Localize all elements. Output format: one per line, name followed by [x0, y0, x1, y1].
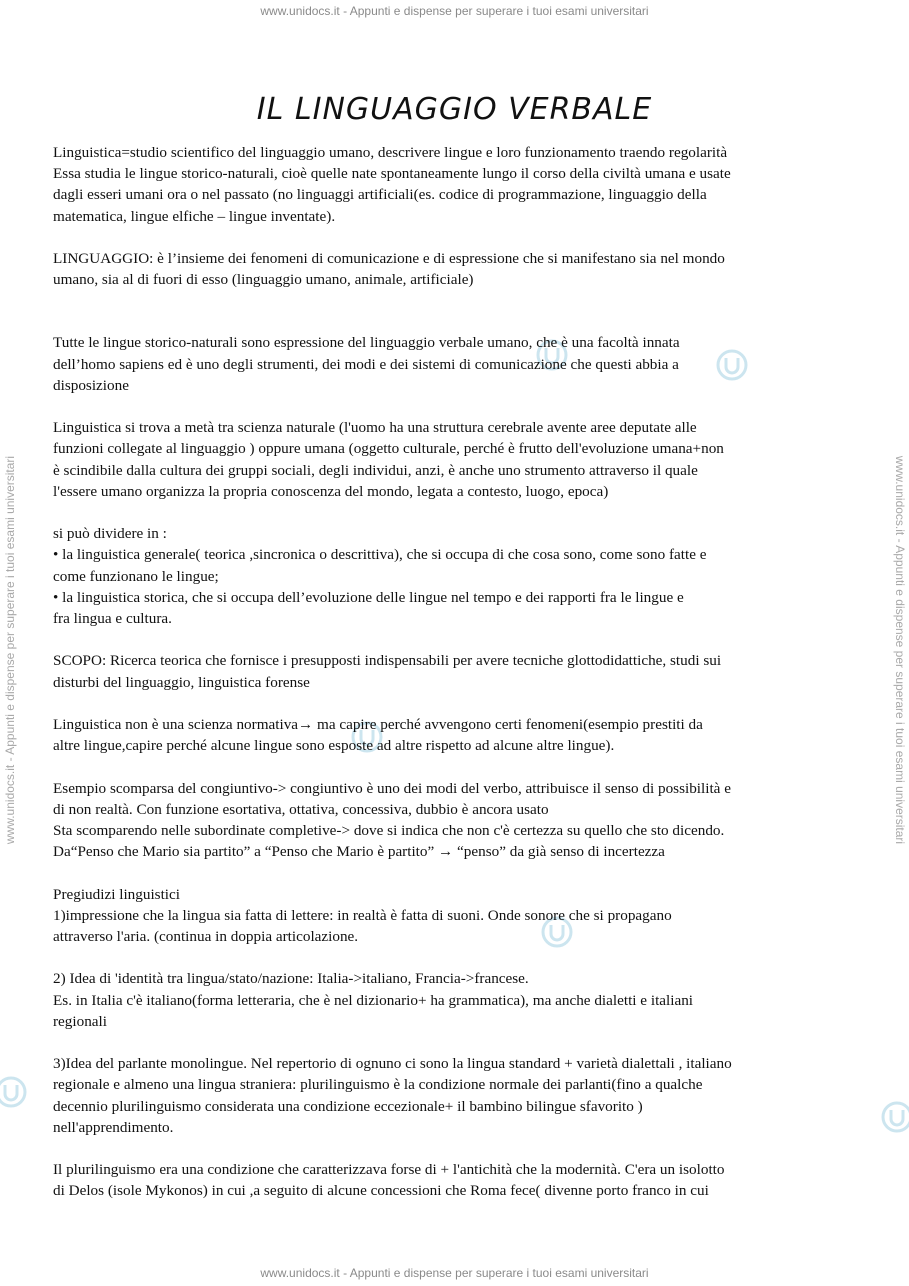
watermark-logo-icon — [0, 1075, 28, 1109]
text-line: è scindibile dalla cultura dei gruppi sociali, degli individui, anzi, è anche uno strumento attraverso il quale — [53, 461, 698, 479]
text-line: Essa studia le lingue storico-naturali, cioè quelle nate spontaneamente lungo il corso della civiltà umana e usate — [53, 165, 731, 183]
document-title: IL LINGUAGGIO VERBALE — [256, 92, 653, 127]
text-line: Esempio scomparsa del congiuntivo-> congiuntivo è uno dei modi del verbo, attribuisce il senso di possibilità e — [53, 779, 731, 797]
text-line: SCOPO: Ricerca teorica che fornisce i presupposti indispensabili per avere tecniche glottodidattiche, studi sui — [53, 652, 722, 670]
text-line: 3)Idea del parlante monolingue. Nel repertorio di ognuno ci sono la lingua standard + varietà dialettali , italiano — [53, 1055, 732, 1073]
text-line: LINGUAGGIO: è l’insieme dei fenomeni di comunicazione e di espressione che si manifestano sia nel mondo — [53, 250, 725, 267]
text-line: come funzionano le lingue; — [53, 567, 219, 585]
paragraph — [53, 1159, 873, 1201]
document-body — [53, 142, 873, 1223]
text-line: disturbi del linguaggio, linguistica forense — [53, 673, 310, 691]
paragraph — [53, 650, 873, 692]
text-line: attraverso l'aria. (continua in doppia articolazione. — [53, 928, 359, 945]
text-line: nell'apprendimento. — [53, 1118, 174, 1136]
text-line: Da“Penso che Mario sia partito” a “Penso che Mario è partito” → “penso” da già senso di incertezza — [53, 843, 665, 861]
text-line: Sta scomparendo nelle subordinate completive-> dove si indica che non c'è certezza su quello che sto dicendo. — [53, 822, 725, 839]
text-line: di Delos (isole Mykonos) in cui ,a seguito di alcune concessioni che Roma fece( divenne porto franco in cui — [53, 1182, 709, 1200]
paragraph — [53, 248, 873, 290]
text-line: Il plurilinguismo era una condizione che caratterizzava forse di + l'antichità che la modernità. C'era un isolotto — [53, 1161, 725, 1179]
text-line: Linguistica=studio scientifico del linguaggio umano, descrivere lingue e loro funzionamento traendo regolarità — [53, 144, 728, 161]
watermark-footer: www.unidocs.it - Appunti e dispense per superare i tuoi esami universitari — [260, 1266, 649, 1280]
text-line: fra lingua e cultura. — [53, 610, 172, 628]
paragraph — [53, 714, 873, 756]
paragraph — [53, 142, 873, 227]
paragraph — [53, 1053, 873, 1138]
text-line: • la linguistica storica, che si occupa dell’evoluzione delle lingue nel tempo e dei rapporti fra le lingue e — [53, 588, 684, 606]
text-line: regionale e almeno una lingua straniera: plurilinguismo è la condizione normale dei parlanti(fino a qualche — [53, 1076, 703, 1094]
text-line: disposizione — [53, 376, 129, 394]
paragraph — [53, 778, 873, 863]
paragraph — [53, 332, 873, 396]
text-line: matematica, lingue elfiche – lingue inventate). — [53, 207, 336, 225]
text-line: regionali — [53, 1012, 107, 1030]
text-line: umano, sia al di fuori di esso (linguaggio umano, animale, artificiale) — [53, 271, 474, 289]
text-line: Tutte le lingue storico-naturali sono espressione del linguaggio verbale umano, che è una facoltà innata — [53, 334, 680, 352]
text-line: Linguistica non è una scienza normativa→ ma capire perché avvengono certi fenomeni(esempio prestiti da — [53, 716, 703, 733]
text-line: si può dividere in : — [53, 525, 167, 543]
text-line: dagli esseri umani ora o nel passato (no linguaggi artificiali(es. codice di programmazione, linguaggio della — [53, 186, 707, 204]
text-line: Linguistica si trova a metà tra scienza naturale (l'uomo ha una struttura cerebrale avente aree deputate alle — [53, 419, 697, 437]
text-line: di non realtà. Con funzione esortativa, ottativa, concessiva, dubbio è ancora usato — [53, 800, 549, 818]
text-line: altre lingue,capire perché alcune lingue sono esposte ad altre rispetto ad alcune altre lingue). — [53, 737, 615, 755]
watermark-left-side: www.unidocs.it - Appunti e dispense per superare i tuoi esami universitari — [3, 455, 17, 845]
text-line: decennio plurilinguismo considerata una condizione eccezionale+ il bambino bilingue sfavorito ) — [53, 1097, 643, 1115]
text-line: 2) Idea di 'identità tra lingua/stato/nazione: Italia->italiano, Francia->francese. — [53, 970, 529, 988]
text-line: dell’homo sapiens ed è uno degli strumenti, dei modi e dei sistemi di comunicazione che questi abbia a — [53, 355, 679, 373]
watermark-header: www.unidocs.it - Appunti e dispense per superare i tuoi esami universitari — [260, 4, 649, 18]
text-line: Pregiudizi linguistici — [53, 885, 180, 903]
text-line: 1)impressione che la lingua sia fatta di lettere: in realtà è fatta di suoni. Onde sonore che si propagano — [53, 906, 672, 924]
watermark-right-side: www.unidocs.it - Appunti e dispense per superare i tuoi esami universitari — [893, 455, 907, 845]
watermark-logo-icon — [880, 1100, 909, 1134]
text-line: • la linguistica generale( teorica ,sincronica o descrittiva), che si occupa di che cosa sono, come sono fatte e — [53, 546, 707, 564]
text-line: funzioni collegate al linguaggio ) oppure umana (oggetto culturale, perché è frutto dell'evoluzione umana+non — [53, 440, 724, 458]
text-line: Es. in Italia c'è italiano(forma letteraria, che è nel dizionario+ ha grammatica), ma anche dialetti e italiani — [53, 991, 694, 1009]
text-line: l'essere umano organizza la propria conoscenza del mondo, legata a contesto, luogo, epoca) — [53, 482, 609, 500]
paragraph — [53, 968, 873, 1032]
paragraph — [53, 884, 873, 948]
paragraph — [53, 417, 873, 502]
paragraph — [53, 523, 873, 629]
